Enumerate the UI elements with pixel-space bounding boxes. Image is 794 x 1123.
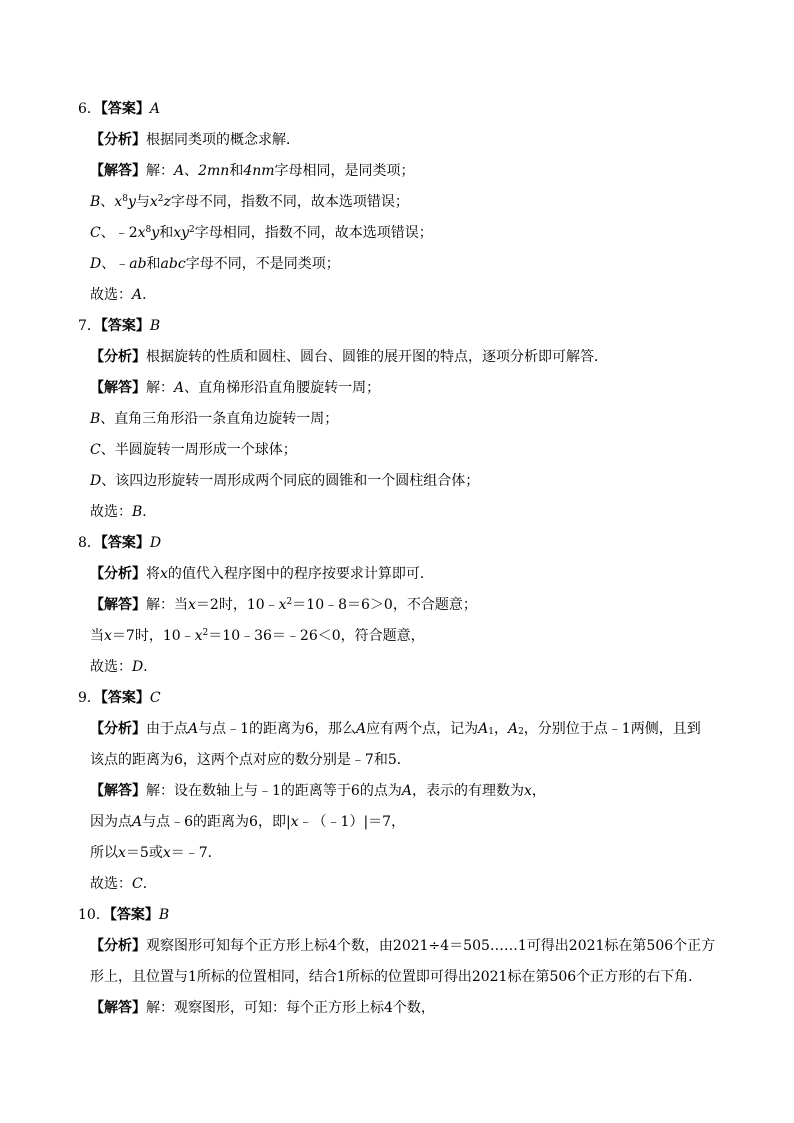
q7-solution-tag: 【解答】	[90, 380, 146, 396]
q9-analysis-line-1: 【分析】由于点A与点﹣1的距离为6，那么A应有两个点，记为$A_1$，$A_2$，分别位于点﹣1两侧，且到	[90, 721, 701, 737]
q8-answer: D	[149, 535, 162, 551]
q7-solution-line-3: C、半圆旋转一周形成一个球体；	[90, 442, 297, 458]
q9-analysis-line-2: 该点的距离为6，这两个点对应的数分别是﹣7和5．	[90, 752, 411, 768]
q6-solution-line-3: C、$﹣2x^8y$和$xy^2$字母相同，指数不同，故本选项错误；	[90, 225, 433, 241]
q10-analysis-line-2: 形上，且位置与1所标的位置相同，结合1所标的位置即可得出2021标在第506个正方形的右下角．	[90, 969, 703, 985]
q10-solution-tag: 【解答】	[90, 1000, 146, 1016]
q10-number: 10．	[78, 907, 110, 923]
q10-analysis-line-1: 【分析】观察图形可知每个正方形上标4个数，由2021÷4＝505……1可得出2021标在第506个正方	[90, 938, 716, 954]
q7-analysis-tag: 【分析】	[90, 349, 146, 365]
q8-solution-tag: 【解答】	[90, 597, 146, 613]
q8-solution-line-1: 【解答】解：当x＝2时，$10﹣x^2=10﹣8=6>0$，不合题意；	[90, 597, 477, 613]
q10-analysis-tag: 【分析】	[90, 938, 146, 954]
q7-solution-line-1: 【解答】解：A、直角梯形沿直角腰旋转一周；	[90, 380, 381, 396]
q6-answer-line	[78, 99, 160, 119]
q9-solution-line-3: 所以x＝5或x＝﹣7．	[90, 845, 222, 861]
q8-solution-line-3: 故选：D．	[90, 659, 158, 675]
q9-answer-tag: 【答案】	[100, 690, 150, 706]
q9-solution-line-4: 故选：C．	[90, 876, 157, 892]
q9-analysis-tag: 【分析】	[90, 721, 146, 737]
q6-analysis-tag: 【分析】	[90, 132, 146, 148]
q9-answer: C	[149, 690, 161, 706]
q6-number: 6．	[78, 101, 101, 117]
q9-number: 9．	[78, 690, 101, 706]
q6-solution-line-1: 【解答】解：A、2mn和4nm字母相同，是同类项；	[90, 163, 415, 179]
q7-answer-tag: 【答案】	[100, 318, 150, 334]
q8-analysis: 【分析】将x的值代入程序图中的程序按要求计算即可．	[90, 566, 434, 582]
q7-analysis-text: 根据旋转的性质和圆柱、圆台、圆锥的展开图的特点，逐项分析即可解答．	[146, 349, 608, 365]
q7-answer-line	[78, 316, 160, 336]
q9-solution-line-1: 【解答】解：设在数轴上与﹣1的距离等于6的点为A，表示的有理数为x，	[90, 783, 546, 799]
q6-solution-line-5: 故选：A．	[90, 287, 157, 303]
q7-analysis	[90, 347, 608, 367]
q10-solution-line-1: 【解答】解：观察图形，可知：每个正方形上标4个数，	[90, 1000, 435, 1016]
q8-answer-line	[78, 533, 161, 553]
q10-answer: B	[158, 907, 170, 923]
q9-solution-line-2: 因为点A与点﹣6的距离为6，即|x﹣（﹣1）|＝7，	[90, 814, 406, 830]
q6-analysis	[90, 130, 300, 150]
q7-solution-line-5: 故选：B．	[90, 504, 157, 520]
q8-number: 8．	[78, 535, 101, 551]
q8-solution-line-2: 当x＝7时，$10﹣x^2=10﹣36=﹣26<0$，符合题意，	[90, 628, 425, 644]
q6-solution-tag: 【解答】	[90, 163, 146, 179]
q6-answer: A	[149, 101, 161, 117]
q7-number: 7．	[78, 318, 101, 334]
q9-solution-tag: 【解答】	[90, 783, 146, 799]
q6-solution-line-4: D、﹣ab和abc字母不同，不是同类项；	[90, 256, 340, 272]
q6-answer-tag: 【答案】	[100, 101, 150, 117]
q8-answer-tag: 【答案】	[100, 535, 150, 551]
q7-answer: B	[149, 318, 161, 334]
q8-analysis-tag: 【分析】	[90, 566, 146, 582]
q10-answer-line	[78, 905, 169, 925]
q10-answer-tag: 【答案】	[109, 907, 159, 923]
q9-answer-line	[78, 688, 161, 708]
q7-solution-line-4: D、该四边形旋转一周形成两个同底的圆锥和一个圆柱组合体；	[90, 473, 480, 489]
q6-analysis-text: 根据同类项的概念求解．	[146, 132, 300, 148]
q6-solution-line-2: B、$x^8y$与$x^2z$字母不同，指数不同，故本选项错误；	[90, 194, 409, 210]
q7-solution-line-2: B、直角三角形沿一条直角边旋转一周；	[90, 411, 339, 427]
